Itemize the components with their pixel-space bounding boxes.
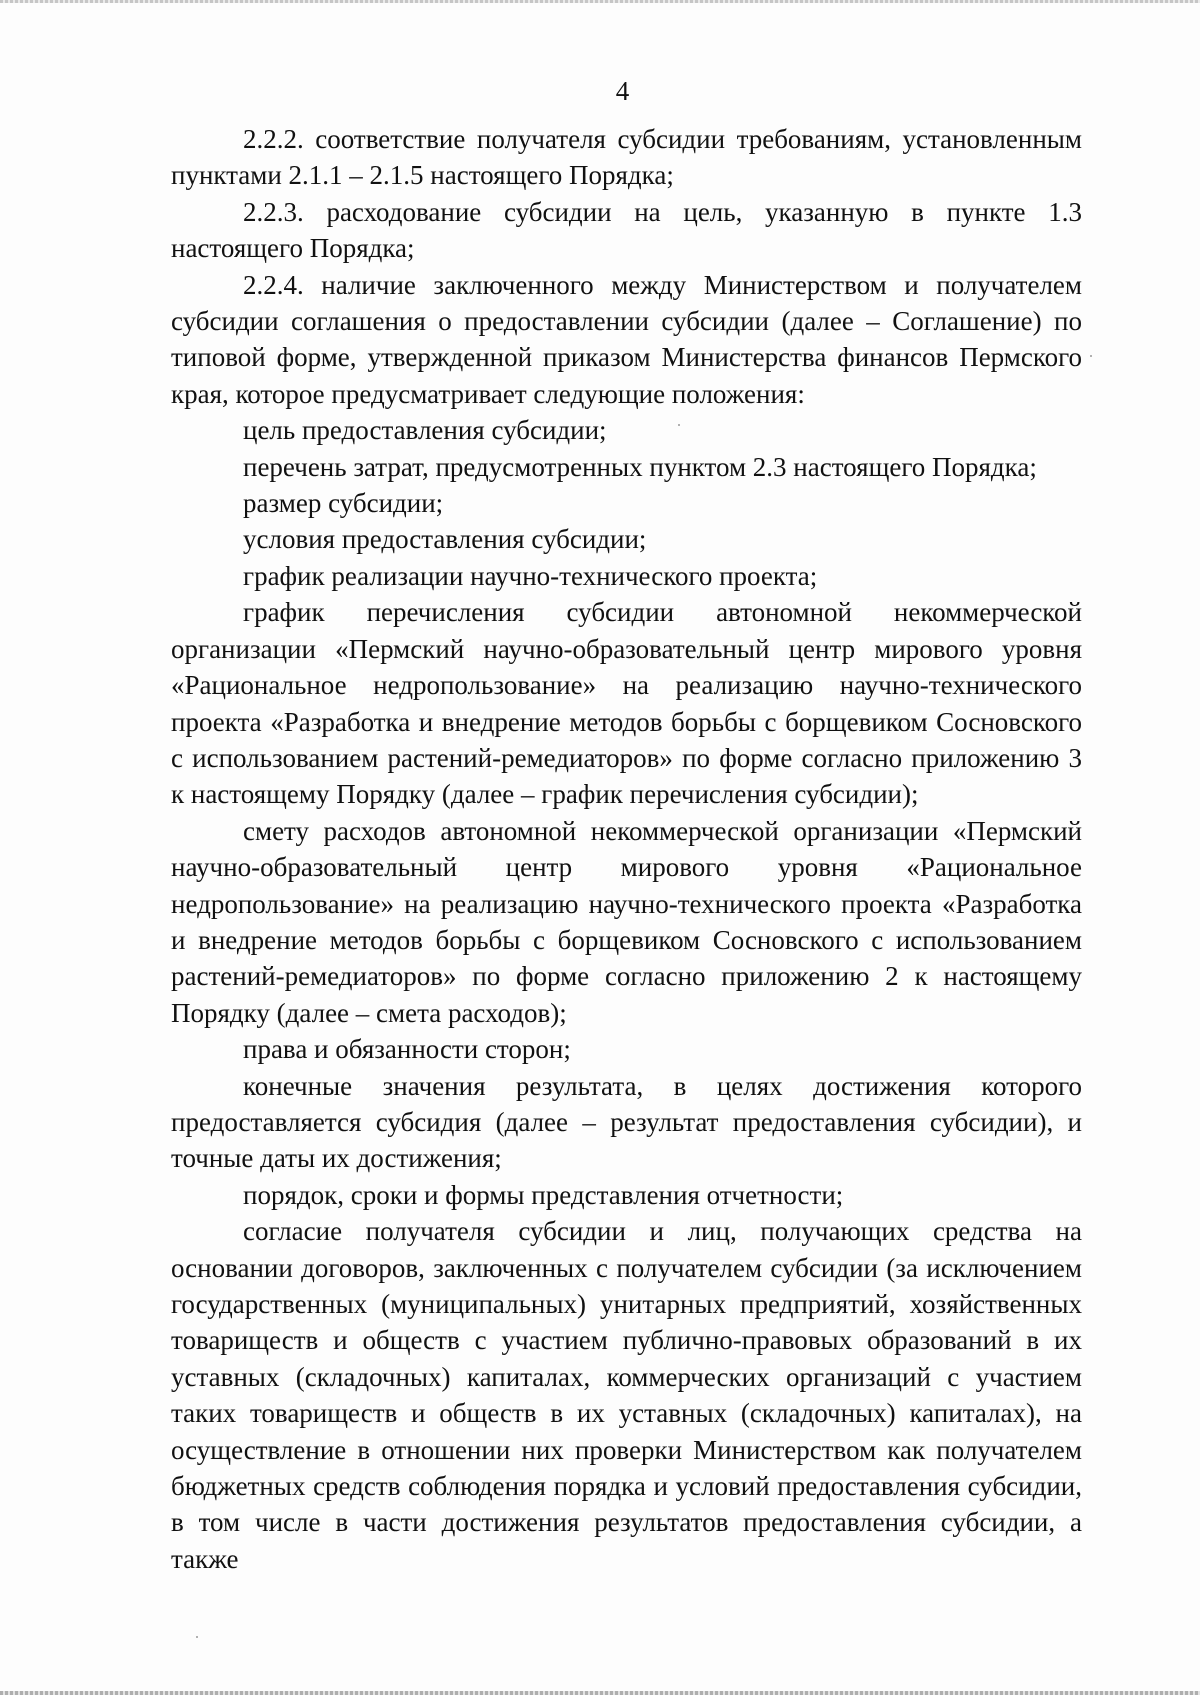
list-item-goal: цель предоставления субсидии; <box>243 415 607 446</box>
scan-speck <box>678 424 680 426</box>
list-item-transfer-schedule: график перечисления субсидии автономной некоммерческой организации «Пермский научно-образовательный центр мирового уровня «Рациональное недропользование» на реализацию научно-технического проекта «Разработка и внедрение методов борьбы с борщевиком Сосновского с использованием растений-ремедиаторов» по форме согласно приложению 3 к настоящему Порядку (далее – график перечисления субсидии); <box>171 597 1082 810</box>
paragraph-2-2-3: 2.2.3. расходование субсидии на цель, указанную в пункте 1.3 настоящего Порядка; <box>171 196 1082 264</box>
list-item-consent: согласие получателя субсидии и лиц, получающих средства на основании договоров, заключенных с получателем субсидии (за исключением государственных (муниципальных) унитарных предприятий, хозяйственных товариществ и обществ с участием публично-правовых образований в их уставных (складочных) капиталах, коммерческих организаций с участием таких товариществ и обществ в их уставных (складочных) капиталах), на осуществление в отношении них проверки Министерством как получателем бюджетных средств соблюдения порядка и условий предоставления субсидии, в том числе в части достижения результатов предоставления субсидии, а также <box>171 1216 1082 1574</box>
paragraph-2-2-2: 2.2.2. соответствие получателя субсидии требованиям, установленным пунктами 2.1.1 – 2.1.5 настоящего Порядка; <box>171 124 1082 191</box>
list-item-schedule: график реализации научно-технического проекта; <box>243 560 818 591</box>
list-item-size: размер субсидии; <box>243 488 444 519</box>
scan-speck <box>1090 355 1092 357</box>
paragraph-2-2-4: 2.2.4. наличие заключенного между Министерством и получателем субсидии соглашения о предоставлении субсидии (далее – Соглашение) по типовой форме, утвержденной приказом Министерства финансов Пермского края, которое предусматривает следующие положения: <box>171 269 1082 409</box>
list-item-conditions: условия предоставления субсидии; <box>243 524 647 555</box>
list-item-costs: перечень затрат, предусмотренных пунктом 2.3 настоящего Порядка; <box>243 451 1037 482</box>
list-item-estimate: смету расходов автономной некоммерческой организации «Пермский научно-образовательный центр мирового уровня «Рациональное недропользование» на реализацию научно-технического проекта «Разработка и внедрение методов борьбы с борщевиком Сосновского с использованием растений-ремедиаторов» по форме согласно приложению 2 к настоящему Порядку (далее – смета расходов); <box>171 815 1082 1028</box>
scan-bottom-edge <box>0 1691 1200 1695</box>
list-item-rights: права и обязанности сторон; <box>243 1034 571 1065</box>
list-item-results: конечные значения результата, в целях достижения которого предоставляется субсидия (далее – результат предоставления субсидии), и точные даты их достижения; <box>171 1070 1082 1174</box>
page-number: 4 <box>615 76 630 106</box>
document-body <box>171 121 1082 1577</box>
scan-speck <box>196 1636 198 1638</box>
scan-top-edge <box>0 0 1200 3</box>
list-item-reporting: порядок, сроки и формы представления отчетности; <box>243 1179 844 1210</box>
